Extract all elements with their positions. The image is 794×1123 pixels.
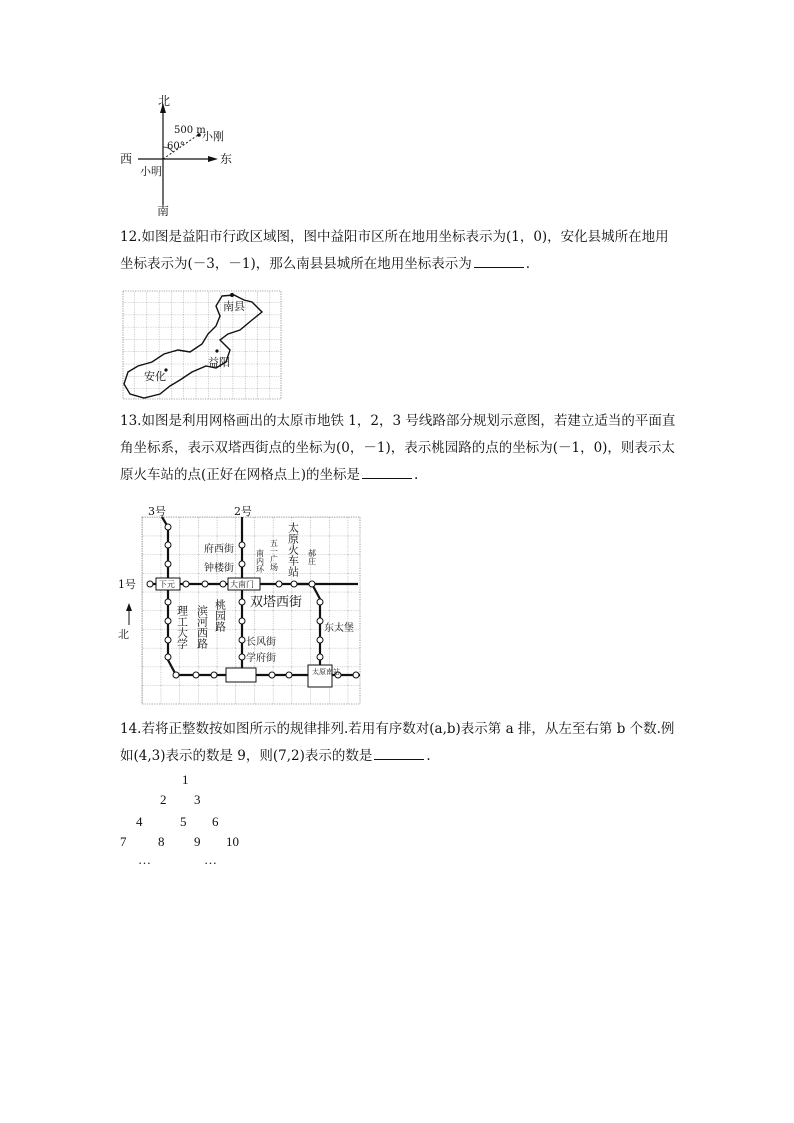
- station-binhe: 滨河西路: [195, 605, 209, 649]
- number-cell: 8: [158, 834, 165, 849]
- station-shuangta: 双塔西街: [250, 595, 303, 610]
- question-13-text: 13.如图是利用网格画出的太原市地铁 1，2，3 号线路部分规划示意图，若建立适当的平面直角坐标系，表示双塔西街点的坐标为(0，－1)，表示桃园路的点的坐标为(－1，0)，则表示太原火车站的点(正好在网格点上)的坐标是: [120, 413, 676, 483]
- station-nanei: 南内环: [255, 549, 265, 573]
- map-label-yiyang: 益阳: [208, 356, 230, 369]
- north-label: 北: [158, 95, 171, 108]
- number-triangle: [118, 772, 258, 872]
- question-12-text: 12.如图是益阳市行政区域图，图中益阳市区所在地用坐标表示为(1，0)，安化县城所在地用坐标表示为(－3，－1)，那么南县县城所在地用坐标表示为: [120, 229, 669, 272]
- north-label: 北: [118, 628, 129, 641]
- person-xiaoming: 小明: [140, 165, 162, 178]
- question-13: 13.如图是利用网格画出的太原市地铁 1，2，3 号线路部分规划示意图，若建立适当的平面直角坐标系，表示双塔西街点的坐标为(0，－1)，表示桃园路的点的坐标为(－1，0)，则表示太原火车站的点(正好在网格点上)的坐标是 .: [120, 413, 676, 483]
- number-cell: 4: [136, 814, 143, 829]
- question-14-text: 14.若将正整数按如图所示的规律排列.若用有序数对(a,b)表示第 a 排，从左至右第 b 个数.例如(4,3)表示的数是 9，则(7,2)表示的数是: [120, 721, 675, 764]
- number-cell: 5: [180, 814, 187, 829]
- answer-blank-14[interactable]: [374, 747, 424, 760]
- east-label: 东: [220, 152, 233, 166]
- south-label: 南: [157, 204, 170, 218]
- map-label-nanxian: 南县: [223, 300, 245, 313]
- line2-label: 2号: [234, 505, 252, 518]
- station-ligong: 理工大学: [175, 605, 189, 649]
- station-dongtaipu: 东太堡: [324, 623, 354, 634]
- number-cell: 6: [212, 814, 219, 829]
- station-taoyuan: 桃园路: [213, 599, 227, 632]
- station-wuyi: 五一广场: [269, 539, 279, 571]
- yiyang-map: [122, 290, 282, 400]
- angle-label: 60°: [167, 141, 185, 152]
- station-xuefu: 学府街: [246, 653, 276, 664]
- ellipsis: …: [138, 852, 151, 867]
- number-cell: 2: [160, 792, 167, 807]
- station-huochezhan: 太原火车站: [286, 522, 300, 577]
- ellipsis: …: [204, 852, 217, 867]
- answer-blank-13[interactable]: [362, 466, 412, 479]
- station-nanzhan: 太原南站: [312, 668, 340, 676]
- station-fuxijie: 府西街: [204, 544, 234, 555]
- station-changfeng: 长风街: [246, 637, 276, 648]
- question-14: 14.若将正整数按如图所示的规律排列.若用有序数对(a,b)表示第 a 排，从左至右第 b 个数.例如(4,3)表示的数是 9，则(7,2)表示的数是 .: [120, 721, 675, 764]
- west-label: 西: [120, 152, 133, 166]
- number-cell: 10: [226, 834, 239, 849]
- line3-label: 3号: [148, 505, 166, 518]
- distance-label: 500 m: [174, 125, 206, 136]
- station-danan: 大南门: [230, 580, 254, 589]
- line1-label: 1号: [118, 578, 136, 591]
- number-cell: 9: [194, 834, 201, 849]
- station-haozhuang: 郝庄: [307, 549, 317, 565]
- taiyuan-metro-map: [116, 505, 366, 707]
- question-12: 12.如图是益阳市行政区域图，图中益阳市区所在地用坐标表示为(1，0)，安化县城所在地用坐标表示为(－3，－1)，那么南县县城所在地用坐标表示为 .: [120, 229, 669, 272]
- station-zhonglou: 钟楼街: [204, 563, 234, 574]
- number-cell: 7: [120, 834, 127, 849]
- map-label-anhua: 安化: [144, 370, 166, 383]
- compass-figure: [110, 95, 250, 220]
- number-cell: 1: [182, 772, 189, 787]
- number-cell: 3: [194, 792, 201, 807]
- person-xiaogang: 小刚: [202, 130, 224, 143]
- answer-blank-12[interactable]: [474, 255, 524, 268]
- station-xiayuan: 下元: [159, 580, 175, 589]
